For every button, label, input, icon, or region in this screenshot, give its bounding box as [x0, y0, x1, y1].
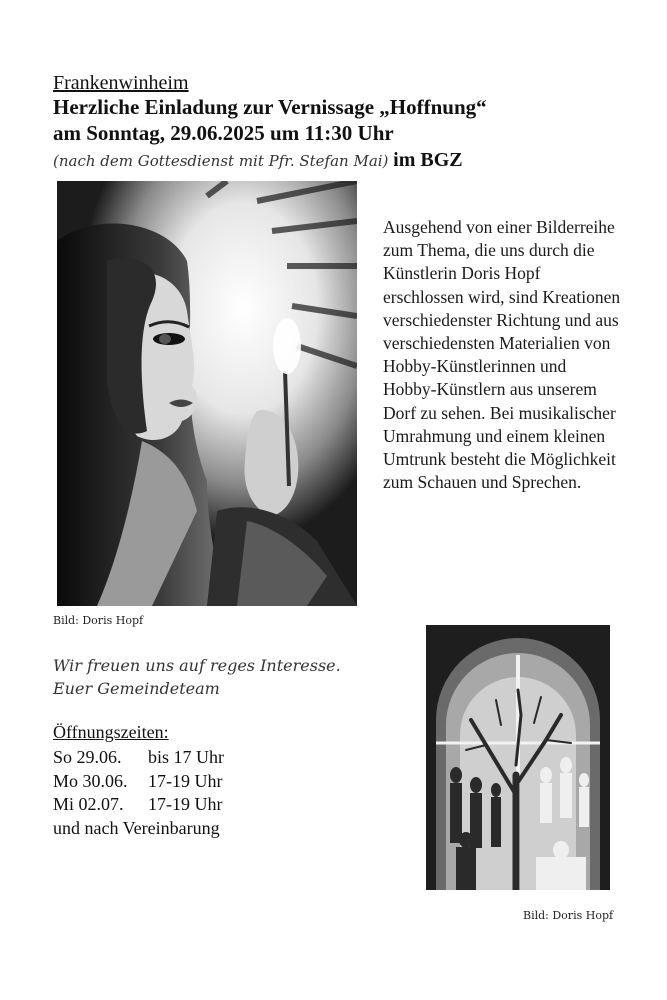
- event-note: [53, 149, 463, 172]
- image-credit-1: Bild: Doris Hopf: [53, 614, 144, 627]
- service-note: (nach dem Gottesdienst mit Pfr. Stefan Mai): [53, 152, 389, 170]
- opening-hours-title: Öffnungszeiten:: [53, 722, 169, 742]
- invitation-title: Herzliche Einladung zur Vernissage „Hoffnung“: [53, 95, 487, 119]
- opening-hours: [53, 746, 224, 840]
- hours-row: [53, 793, 224, 817]
- hours-day: Mo 30.06.: [53, 770, 128, 791]
- greeting-line: Wir freuen uns auf reges Interesse.: [53, 656, 341, 675]
- hours-extra: und nach Vereinbarung: [53, 817, 220, 838]
- painting-tree-window: [426, 625, 610, 890]
- greeting: [53, 654, 341, 700]
- hours-time: 17-19 Uhr: [148, 794, 223, 814]
- event-date: am Sonntag, 29.06.2025 um 11:30 Uhr: [53, 121, 394, 145]
- event-location: im BGZ: [393, 149, 463, 171]
- hours-time: 17-19 Uhr: [148, 770, 223, 791]
- event-description: Ausgehend von einer Bilderreihe zum Thema, die uns durch die Künstlerin Doris Hopf erschlossen wird, sind Kreationen verschiedenster Richtung und aus verschiedensten Materialien von Hobby-Künstlerinnen und Hobby-Künstlern aus unserem Dorf zu sehen. Bei musikalischer Umrahmung und einem kleinen Umtrunk besteht die Möglichkeit zum Schauen und Sprechen.: [383, 217, 621, 493]
- hours-time: bis 17 Uhr: [148, 747, 224, 767]
- painting-woman-match: [57, 181, 357, 606]
- town-name: Frankenwinheim: [53, 72, 189, 94]
- hours-row: [53, 746, 224, 770]
- greeting-signature: Euer Gemeindeteam: [53, 679, 220, 698]
- image-credit-2: Bild: Doris Hopf: [523, 909, 614, 922]
- hours-day: So 29.06.: [53, 747, 122, 767]
- hours-day: Mi 02.07.: [53, 794, 124, 814]
- hours-row: [53, 770, 224, 794]
